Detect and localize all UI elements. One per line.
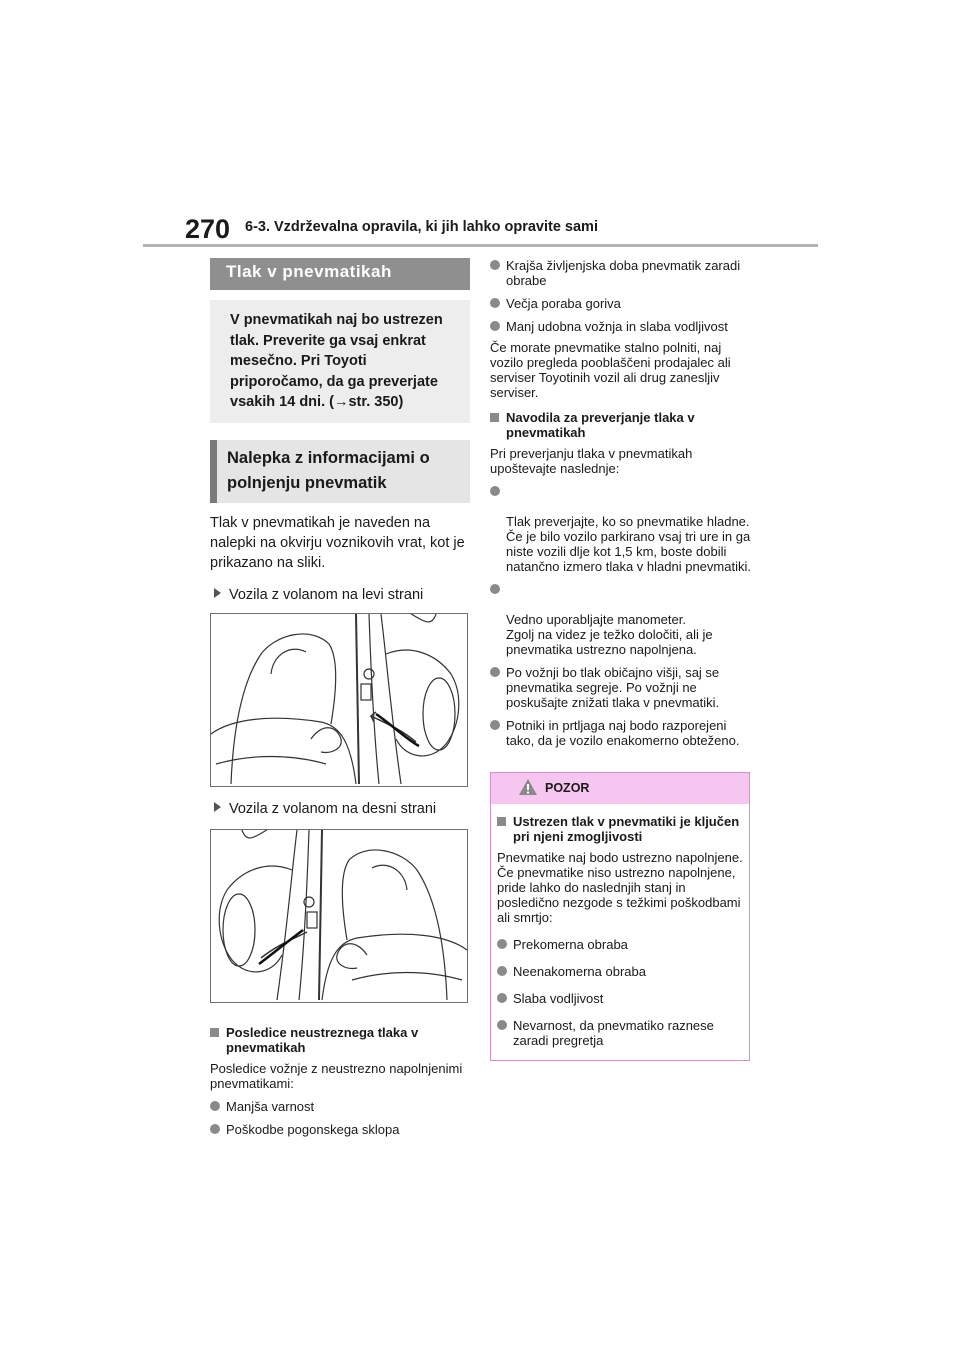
warning-label: POZOR <box>545 781 590 795</box>
service-advice-text: Če morate pnevmatike stalno polniti, naj vozilo pregleda pooblaščeni prodajalec ali serviser Toyotinih vozil ali drug zanesljiv serviser. <box>490 340 731 400</box>
list-item: Potniki in prtljaga naj bodo razporejeni tako, da je vozilo enakomerno obteženo. <box>490 718 752 748</box>
list-item: Tlak preverjajte, ko so pnevmatike hladne. Če je bilo vozilo parkirano vsaj tri ure in ga niste vozili dlje kot 1,5 km, boste dobili natančno izmero tlaka v hladni pnevmatiki. <box>490 484 752 574</box>
consequences-intro: Posledice vožnje z neustrezno napolnjenimi pnevmatikami: <box>210 1061 463 1091</box>
body-text: Tlak v pnevmatikah je naveden na nalepki na okvirju voznikovih vrat, kot je prikazano na sliki. <box>210 515 465 571</box>
bullet-dot-icon <box>497 993 507 1003</box>
list-item: Neenakomerna obraba <box>497 964 743 979</box>
list-item: Manj udobna vožnja in slaba vodljivost <box>490 319 752 334</box>
list-item: Krajša življenjska doba pnevmatik zaradi obrabe <box>490 258 752 288</box>
bullet-dot-icon <box>497 939 507 949</box>
right-column <box>490 258 752 1061</box>
bullet-dot-icon <box>490 584 500 594</box>
triangle-arrow-icon <box>214 588 221 598</box>
list-item: Po vožnji bo tlak običajno višji, saj se pnevmatika segreje. Po vožnji ne poskušajte znižati tlaka v pnevmatiki. <box>490 665 752 710</box>
check-heading: Navodila za preverjanje tlaka v pnevmatikah <box>490 410 752 440</box>
bullet-dot-icon <box>497 966 507 976</box>
figure-caption-lhd: Vozila z volanom na levi strani <box>210 587 470 603</box>
illustration-lhd-door-frame <box>210 613 468 787</box>
warning-box <box>490 772 750 1061</box>
triangle-arrow-icon <box>214 802 221 812</box>
square-bullet-icon <box>490 413 499 422</box>
bullet-dot-icon <box>490 321 500 331</box>
check-intro: Pri preverjanju tlaka v pnevmatikah upoštevajte naslednje: <box>490 446 693 476</box>
page-number: 270 <box>185 214 231 244</box>
warning-heading: Ustrezen tlak v pnevmatiki je ključen pri njeni zmogljivosti <box>497 814 743 844</box>
list-item: Poškodbe pogonskega sklopa <box>210 1122 470 1137</box>
list-item: Slaba vodljivost <box>497 991 743 1006</box>
bullet-dot-icon <box>490 486 500 496</box>
left-column <box>210 258 470 1137</box>
list-item: Nevarnost, da pnevmatiko raznese zaradi pregretja <box>497 1018 743 1048</box>
bullet-dot-icon <box>490 720 500 730</box>
square-bullet-icon <box>210 1028 219 1037</box>
subsection-title: Nalepka z informacijami o polnjenju pnevmatik <box>210 440 470 503</box>
bullet-dot-icon <box>490 667 500 677</box>
list-item: Večja poraba goriva <box>490 296 752 311</box>
intro-box: V pnevmatikah naj bo ustrezen tlak. Preverite ga vsaj enkrat mesečno. Pri Toyoti priporočamo, da ga preverjate vsakih 14 dni. (→str. 350) <box>210 300 470 423</box>
figure-caption-rhd: Vozila z volanom na desni strani <box>210 801 470 817</box>
section-title: Tlak v pnevmatikah <box>210 258 470 290</box>
header-rule <box>143 244 818 247</box>
warning-triangle-icon <box>518 778 538 801</box>
list-item: Vedno uporabljajte manometer. Zgolj na videz je težko določiti, ali je pnevmatika ustrezno napolnjena. <box>490 582 752 657</box>
illustration-rhd-door-frame <box>210 829 468 1003</box>
bullet-dot-icon <box>490 260 500 270</box>
warning-body <box>491 804 749 1060</box>
list-item: Prekomerna obraba <box>497 937 743 952</box>
bullet-dot-icon <box>210 1124 220 1134</box>
warning-text: Pnevmatike naj bodo ustrezno napolnjene. Če pnevmatike niso ustrezno napolnjene, pride lahko do naslednjih stanj in posledično nezgode s težkimi poškodbami ali smrtjo: <box>497 850 743 925</box>
running-head: 6-3. Vzdrževalna opravila, ki jih lahko opravite sami <box>245 219 598 235</box>
list-item: Manjša varnost <box>210 1099 470 1114</box>
consequences-heading: Posledice neustreznega tlaka v pnevmatikah <box>210 1025 470 1055</box>
bullet-dot-icon <box>497 1020 507 1030</box>
bullet-dot-icon <box>210 1101 220 1111</box>
bullet-dot-icon <box>490 298 500 308</box>
warning-header <box>491 773 749 804</box>
square-bullet-icon <box>497 817 506 826</box>
